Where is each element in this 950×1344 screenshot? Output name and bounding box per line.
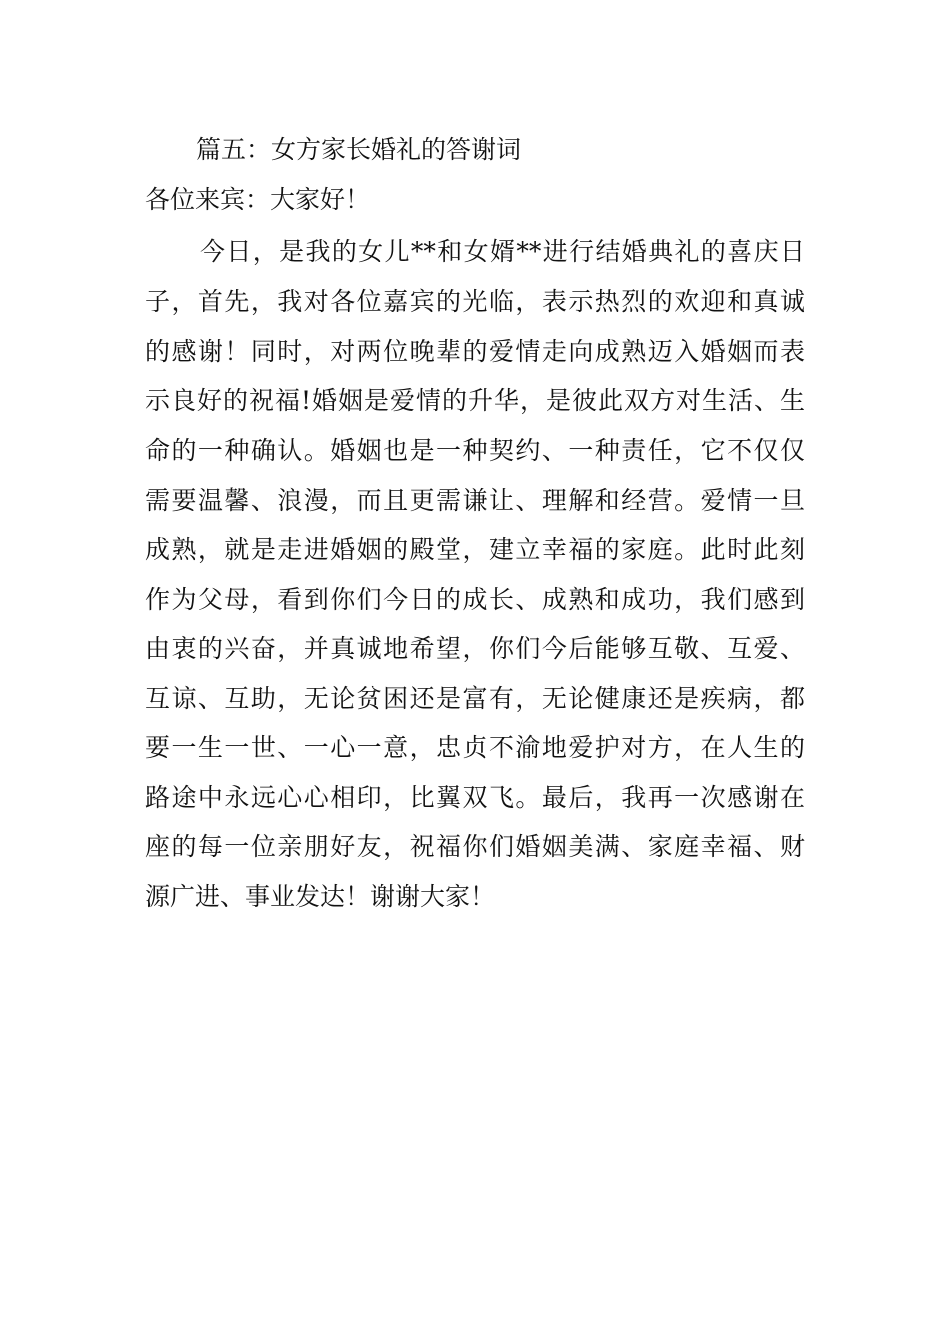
- body-line: 路途中永远心心相印，比翼双飞。最后，我再一次感谢在: [145, 783, 805, 812]
- body-line: 的感谢！同时，对两位晚辈的爱情走向成熟迈入婚姻而表: [145, 337, 805, 366]
- body-line: 需要温馨、浪漫，而且更需谦让、理解和经营。爱情一旦: [145, 486, 805, 515]
- body-line: 示良好的祝福!婚姻是爱情的升华，是彼此双方对生活、生: [145, 386, 805, 415]
- body-line: 成熟，就是走进婚姻的殿堂，建立幸福的家庭。此时此刻: [145, 535, 805, 564]
- body-line: 作为父母，看到你们今日的成长、成熟和成功，我们感到: [145, 585, 805, 614]
- body-line: 子，首先，我对各位嘉宾的光临，表示热烈的欢迎和真诚: [145, 287, 805, 316]
- body-line: 由衷的兴奋，并真诚地希望，你们今后能够互敬、互爱、: [145, 634, 805, 663]
- body-line: 互谅、互助，无论贫困还是富有，无论健康还是疾病，都: [145, 684, 805, 713]
- body-line: 源广进、事业发达！谢谢大家！: [145, 882, 496, 911]
- document-title: 篇五：女方家长婚礼的答谢词: [196, 135, 522, 164]
- body-line: 要一生一世、一心一意，忠贞不渝地爱护对方，在人生的: [145, 733, 805, 762]
- body-line: 今日，是我的女儿**和女婿**进行结婚典礼的喜庆日: [200, 237, 805, 266]
- greeting-line: 各位来宾：大家好！: [145, 185, 371, 214]
- body-line: 命的一种确认。婚姻也是一种契约、一种责任，它不仅仅: [145, 436, 805, 465]
- body-line: 座的每一位亲朋好友，祝福你们婚姻美满、家庭幸福、财: [145, 832, 805, 861]
